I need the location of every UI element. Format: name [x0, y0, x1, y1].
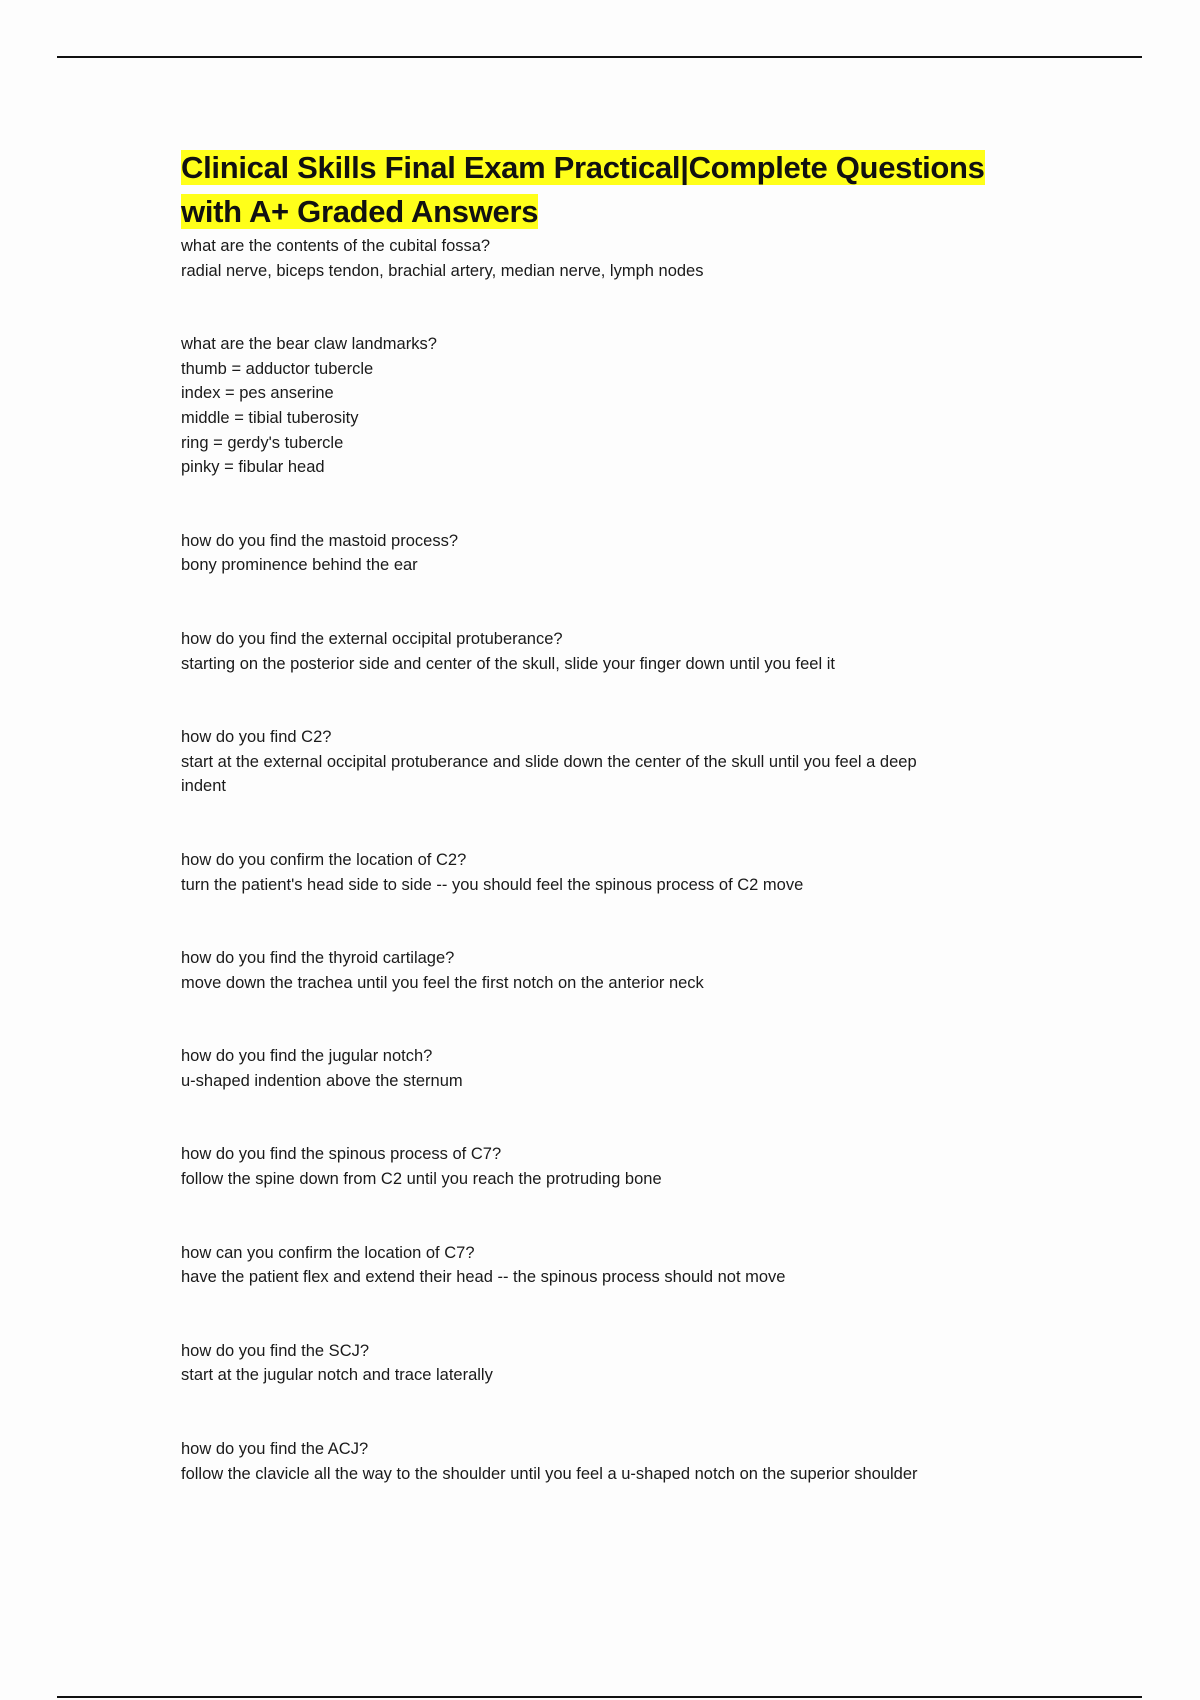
answer-line: bony prominence behind the ear	[181, 556, 418, 575]
answer-text	[181, 750, 1041, 799]
answer-line: turn the patient's head side to side -- you should feel the spinous process of C2 move	[181, 875, 804, 894]
qa-item	[181, 332, 1041, 480]
question-text: how do you find the SCJ?	[181, 1341, 370, 1360]
qa-item	[181, 529, 1041, 578]
document-body	[181, 146, 1041, 1486]
question-text: how do you find the external occipital protuberance?	[181, 629, 563, 648]
qa-item	[181, 725, 1041, 799]
qa-list	[181, 234, 1041, 1486]
answer-text	[181, 1167, 1041, 1192]
answer-line: pinky = fibular head	[181, 458, 325, 477]
qa-item	[181, 1339, 1041, 1388]
question-text: what are the bear claw landmarks?	[181, 335, 437, 354]
answer-text	[181, 259, 1041, 284]
question-text: what are the contents of the cubital fossa?	[181, 237, 491, 255]
answer-text	[181, 971, 1041, 996]
answer-line: move down the trachea until you feel the first notch on the anterior neck	[181, 973, 704, 992]
qa-item	[181, 234, 1041, 283]
answer-line: start at the jugular notch and trace laterally	[181, 1366, 493, 1385]
answer-line: follow the clavicle all the way to the shoulder until you feel a u-shaped notch on the superior shoulder	[181, 1464, 918, 1483]
question-text: how do you find the jugular notch?	[181, 1047, 433, 1066]
title-highlight: Clinical Skills Final Exam Practical|Complete Questions with A+ Graded Answers	[181, 150, 985, 229]
qa-item	[181, 627, 1041, 676]
qa-item	[181, 1142, 1041, 1191]
answer-line: thumb = adductor tubercle	[181, 359, 374, 378]
answer-text	[181, 652, 1041, 677]
header-rule	[57, 56, 1142, 58]
question-text: how do you find the ACJ?	[181, 1440, 369, 1459]
answer-text	[181, 1069, 1041, 1094]
answer-text	[181, 553, 1041, 578]
answer-text	[181, 873, 1041, 898]
answer-line: index = pes anserine	[181, 384, 334, 403]
answer-line: radial nerve, biceps tendon, brachial artery, median nerve, lymph nodes	[181, 261, 704, 280]
answer-line: middle = tibial tuberosity	[181, 408, 359, 427]
qa-item	[181, 1437, 1041, 1486]
answer-line: follow the spine down from C2 until you reach the protruding bone	[181, 1170, 662, 1189]
qa-item	[181, 1044, 1041, 1093]
answer-line: start at the external occipital protuberance and slide down the center of the skull until you feel a deep	[181, 752, 917, 771]
question-text: how do you confirm the location of C2?	[181, 850, 467, 869]
answer-line: u-shaped indention above the sternum	[181, 1071, 463, 1090]
question-text: how do you find the thyroid cartilage?	[181, 949, 455, 968]
answer-line: ring = gerdy's tubercle	[181, 433, 344, 452]
footer-rule	[57, 1696, 1142, 1698]
document-title	[181, 146, 1041, 234]
answer-line: indent	[181, 777, 226, 796]
question-text: how do you find the mastoid process?	[181, 531, 458, 550]
question-text: how do you find the spinous process of C7?	[181, 1145, 502, 1164]
answer-text	[181, 1265, 1041, 1290]
answer-text	[181, 1363, 1041, 1388]
question-text: how do you find C2?	[181, 728, 332, 747]
answer-text	[181, 357, 1041, 480]
qa-item	[181, 946, 1041, 995]
answer-text	[181, 1462, 1041, 1487]
qa-item	[181, 848, 1041, 897]
question-text: how can you confirm the location of C7?	[181, 1243, 475, 1262]
answer-line: have the patient flex and extend their head -- the spinous process should not move	[181, 1268, 786, 1287]
qa-item	[181, 1241, 1041, 1290]
answer-line: starting on the posterior side and center of the skull, slide your finger down until you feel it	[181, 654, 835, 673]
